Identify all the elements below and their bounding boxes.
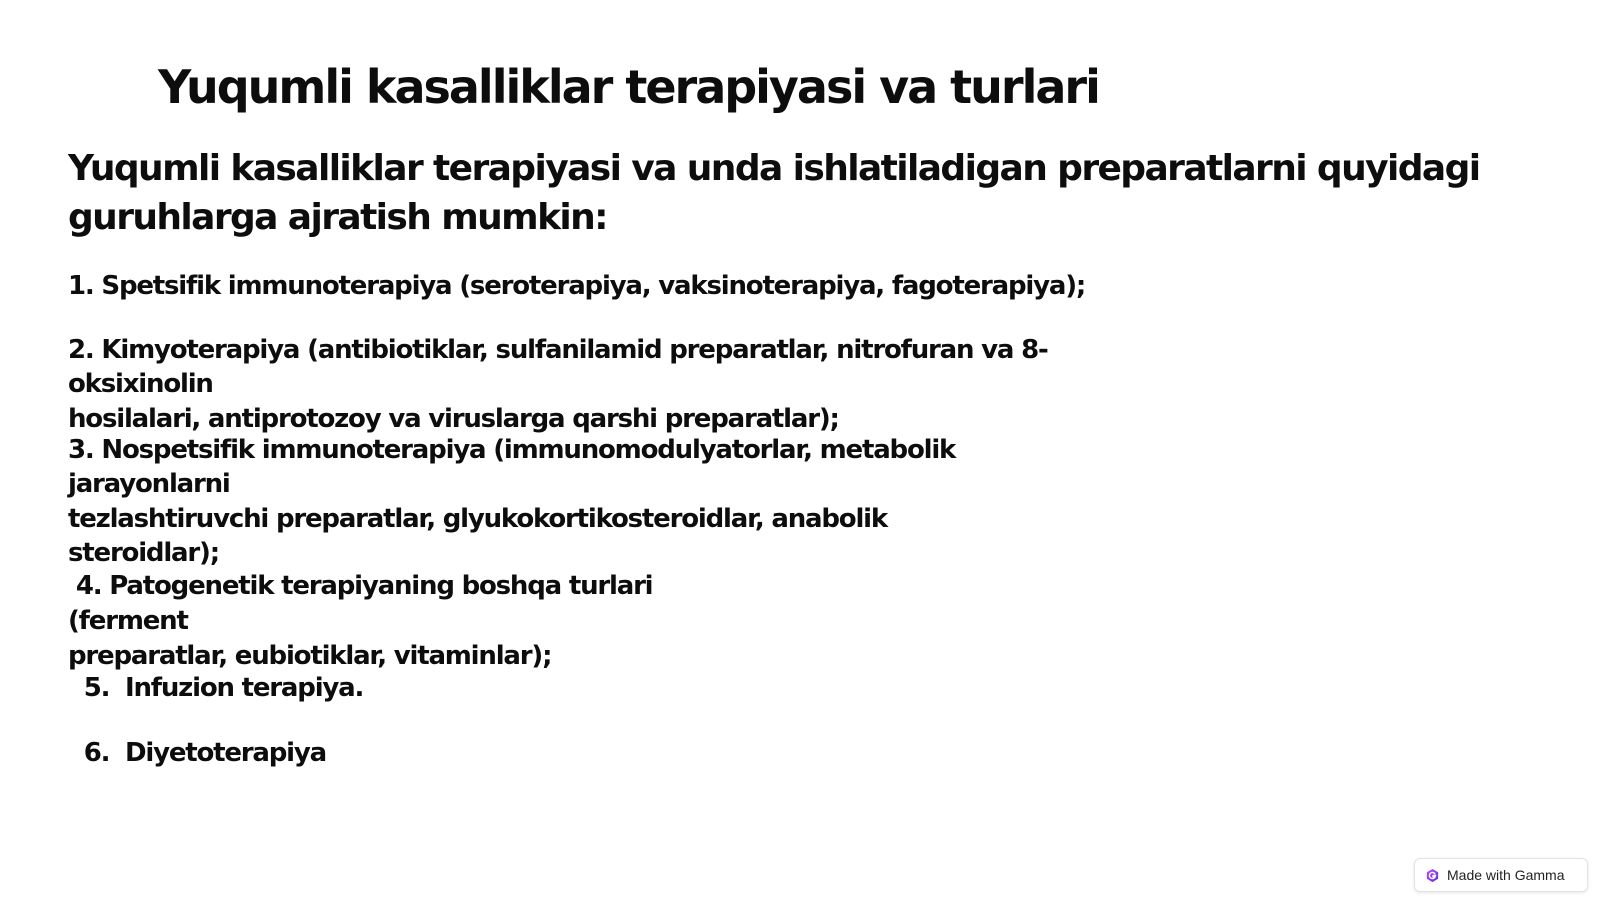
slide-title: Yuqumli kasalliklar terapiyasi va turlari bbox=[158, 60, 1099, 114]
list-item-4-line-3: preparatlar, eubiotiklar, vitaminlar); bbox=[68, 641, 552, 671]
list-item-4-line-1: 4. Patogenetik terapiyaning boshqa turlari bbox=[68, 571, 653, 601]
list-item-2-line-1: 2. Kimyoterapiya (antibiotiklar, sulfanilamid preparatlar, nitrofuran va 8- bbox=[68, 335, 1048, 365]
list-item-1: 1. Spetsifik immunoterapiya (seroterapiya, vaksinoterapiya, fagoterapiya); bbox=[68, 271, 1086, 301]
list-item-3-line-4: steroidlar); bbox=[68, 538, 219, 568]
gamma-logo-icon bbox=[1425, 868, 1440, 883]
intro-text bbox=[68, 144, 1548, 242]
list-item-6: 6. Diyetoterapiya bbox=[68, 738, 326, 768]
list-item-3-line-3: tezlashtiruvchi preparatlar, glyukokortikosteroidlar, anabolik bbox=[68, 504, 887, 534]
list-item-4-line-2: (ferment bbox=[68, 606, 188, 636]
list-item-5: 5. Infuzion terapiya. bbox=[68, 673, 364, 703]
intro-line-1: Yuqumli kasalliklar terapiyasi va unda ishlatiladigan preparatlarni quyidagi bbox=[68, 148, 1480, 189]
list-item-3-line-1: 3. Nospetsifik immunoterapiya (immunomodulyatorlar, metabolik bbox=[68, 435, 956, 465]
made-with-gamma-badge[interactable] bbox=[1414, 858, 1588, 892]
list-item-3-line-2: jarayonlarni bbox=[68, 469, 230, 499]
list-item-2-line-3: hosilalari, antiprotozoy va viruslarga qarshi preparatlar); bbox=[68, 404, 839, 434]
list-item-2-line-2: oksixinolin bbox=[68, 369, 213, 399]
intro-line-2: guruhlarga ajratish mumkin: bbox=[68, 197, 607, 238]
badge-label: Made with Gamma bbox=[1447, 867, 1565, 883]
